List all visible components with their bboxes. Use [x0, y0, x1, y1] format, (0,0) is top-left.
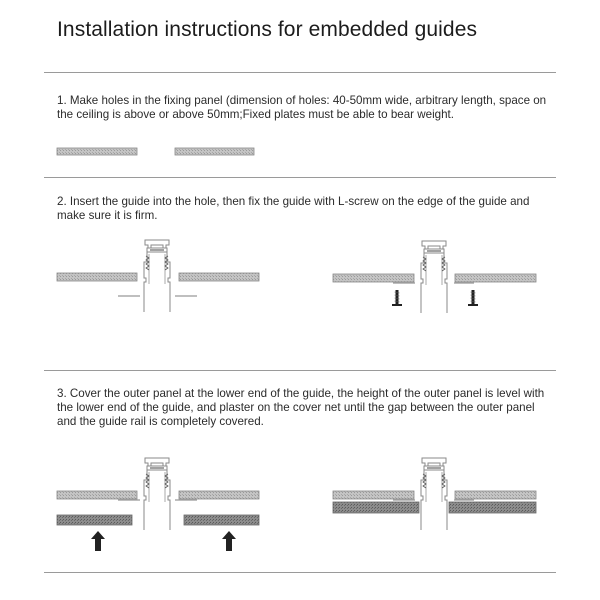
step-3-text: 3. Cover the outer panel at the lower end of the guide, the height of the outer panel is level with the lower end of the guide, and plaster on the cover net until the gap between the outer panel and the guide rail is completely covered.: [57, 387, 545, 428]
step-2-figure-right: [333, 241, 536, 313]
step-1-text: 1. Make holes in the fixing panel (dimension of holes: 40-50mm wide, arbitrary length, space on the ceiling is above or above 50mm;Fixed plates must be able to bear weight.: [57, 94, 547, 121]
step-2-figure-left: [57, 240, 259, 312]
screw-icon: [392, 290, 402, 306]
screw-icon: [468, 290, 478, 306]
step-2-text: 2. Insert the guide into the hole, then fix the guide with L-screw on the edge of the guide and make sure it is firm.: [57, 195, 530, 222]
arrow-up-icon: [222, 531, 236, 551]
fixing-panel-left: [57, 148, 137, 155]
outer-panel-left: [57, 515, 132, 525]
step-3-figure-left: [57, 458, 259, 551]
step-3-figure-right: [333, 458, 536, 530]
step-1-figure: [57, 148, 254, 155]
outer-panel-right: [184, 515, 259, 525]
fixing-panel-right: [175, 148, 254, 155]
arrow-up-icon: [91, 531, 105, 551]
page-title: Installation instructions for embedded guides: [57, 18, 478, 41]
